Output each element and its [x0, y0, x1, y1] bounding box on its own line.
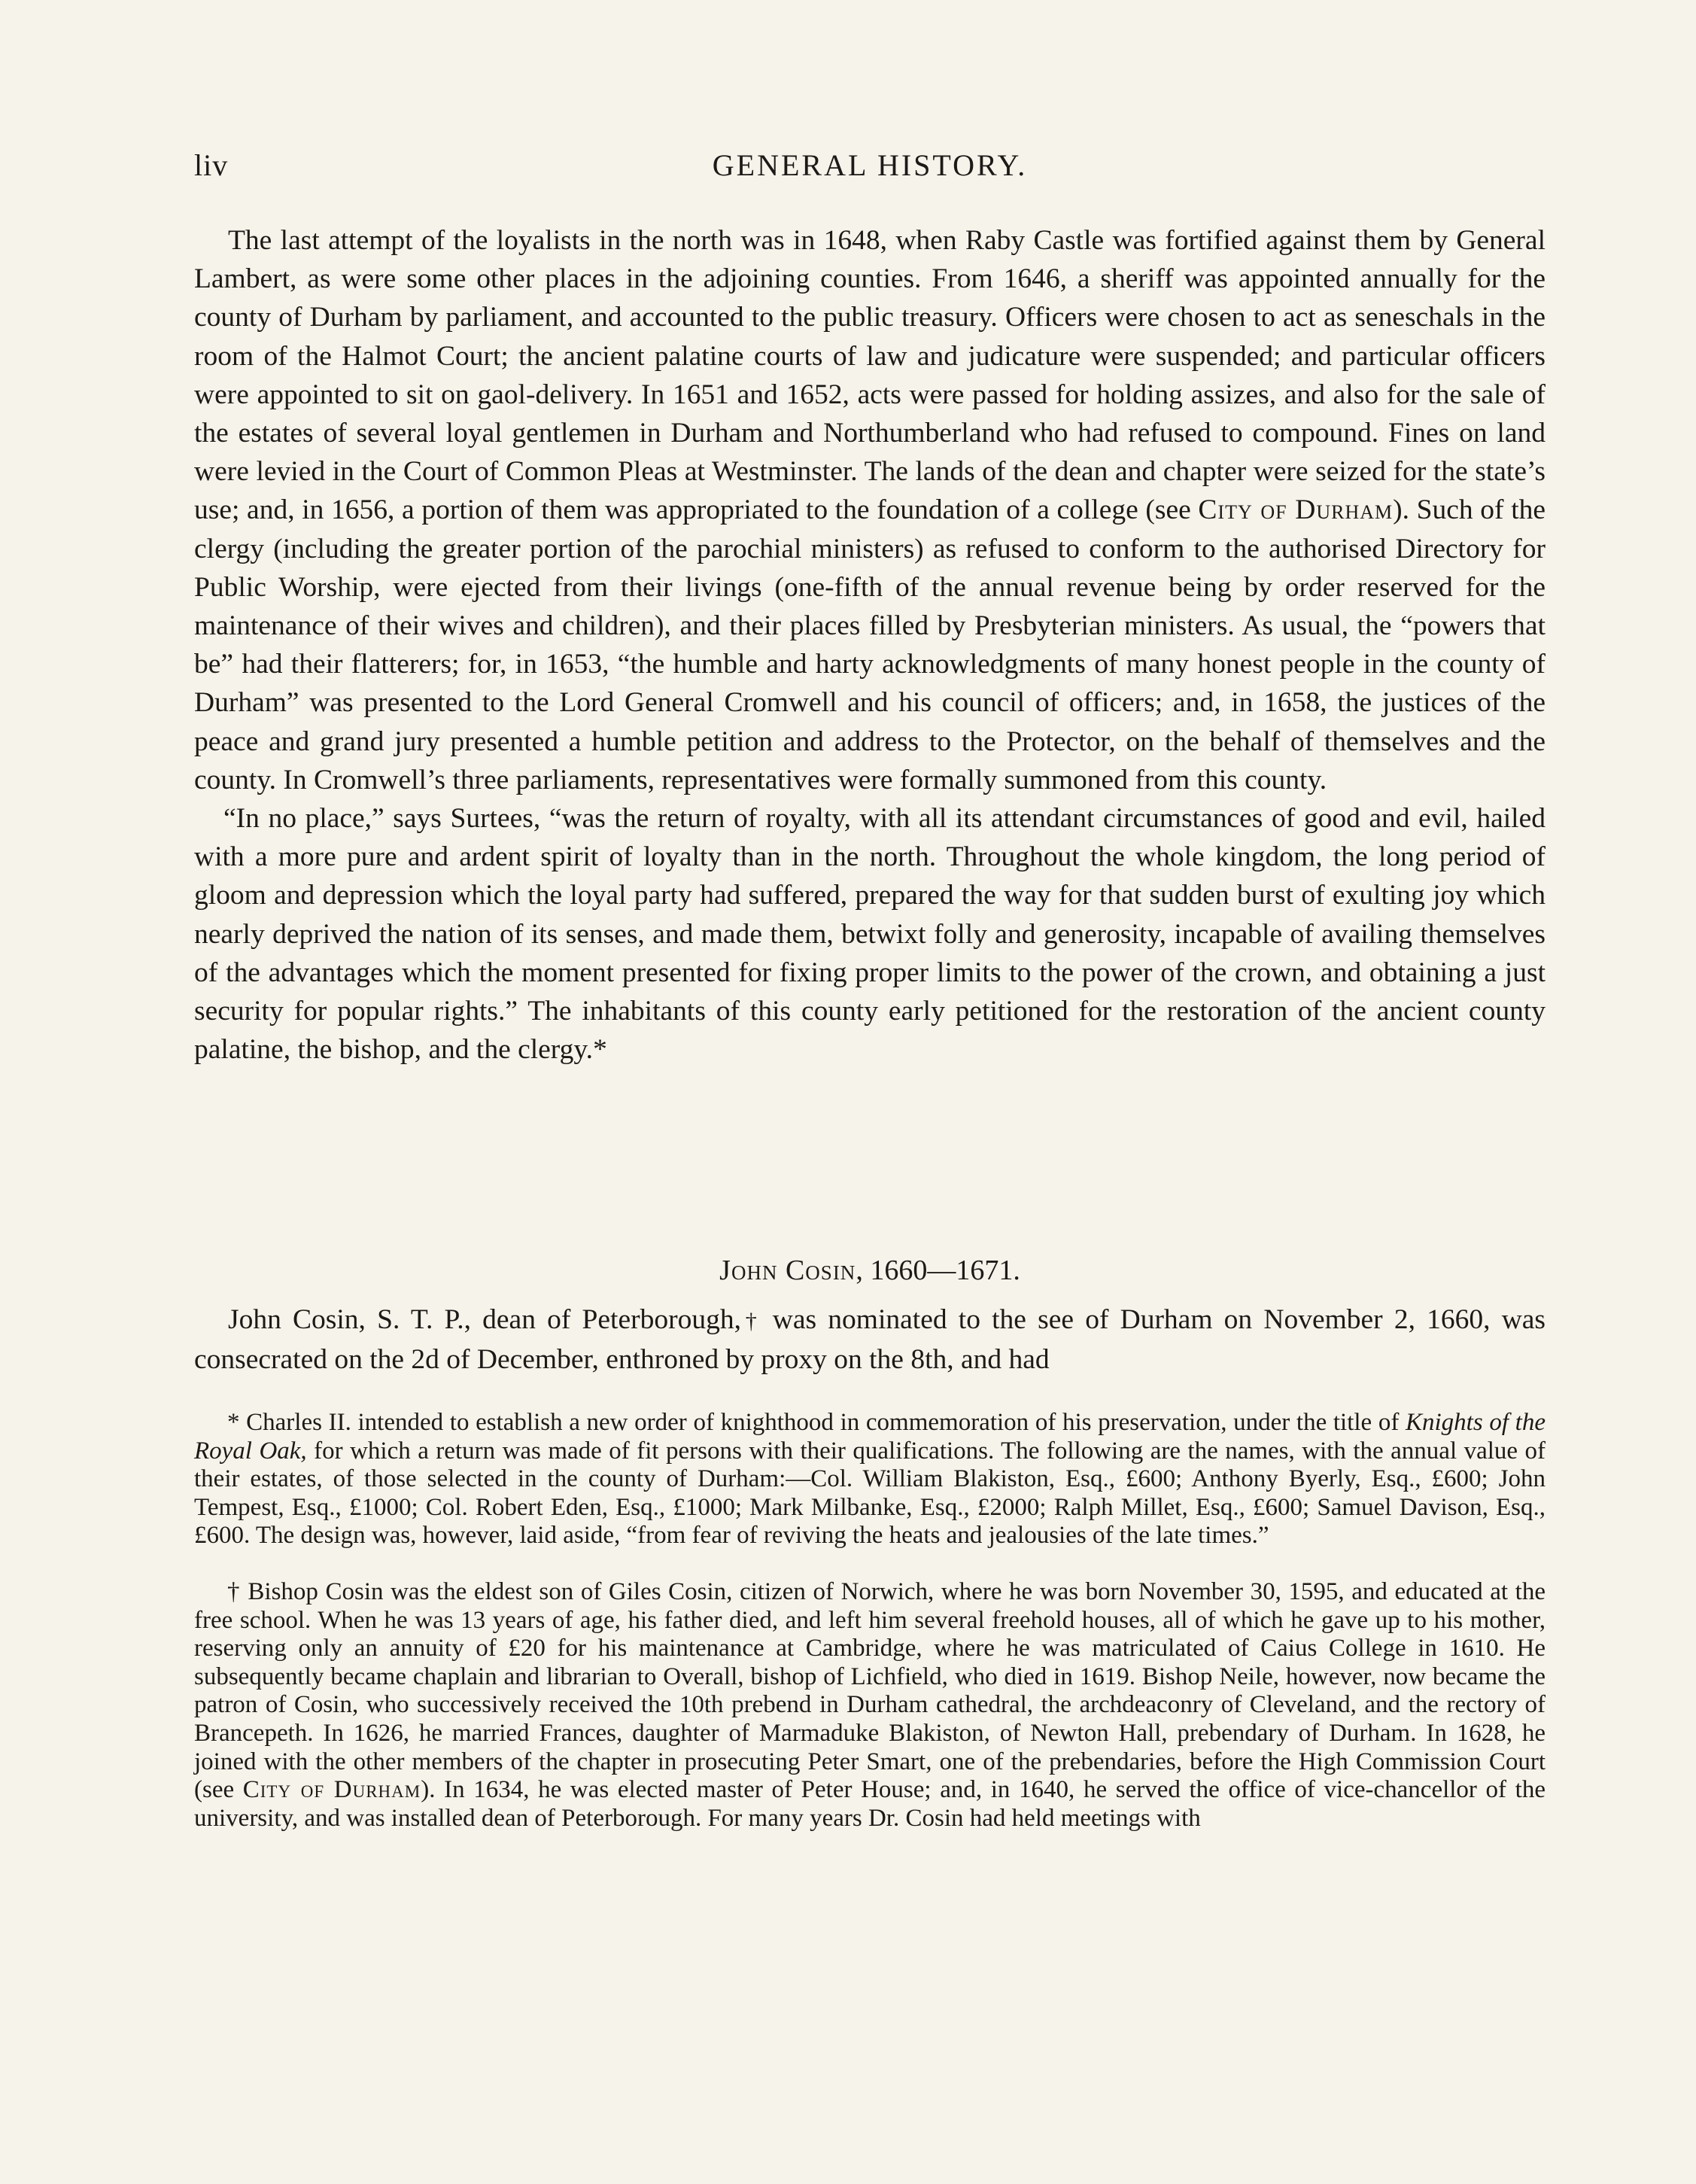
- page-number: liv: [194, 148, 229, 182]
- footnote-cosin-biography: [194, 1578, 1546, 1833]
- paragraph-text: The last attempt of the loyalists in the north was in 1648, when Raby Castle was fortified against them by General Lambert, as were some other places in the adjoining counties. From 1646, a sheriff was appointed annually for the county of Durham by parliament, and accounted to the public treasury. Officers were chosen to act as seneschals in the room of the Halmot Court; the ancient palatine courts of law and judicature were suspended; and particular officers were appointed to sit on gaol-delivery. In 1651 and 1652, acts were passed for holding assizes, and also for the sale of the estates of several loyal gentlemen in Durham and Northumberland who had refused to compound. Fines on land were levied in the Court of Common Pleas at Westminster. The lands of the dean and chapter were seized for the state’s use; and, in 1656, a portion of them was appropriated to the foundation of a college (see: [194, 225, 1546, 526]
- main-text: [194, 221, 1546, 1069]
- bishop-paragraph: [194, 1300, 1546, 1379]
- paragraph-text: was nominated to the see of Durham on November 2, 1660, was consecrated on the 2d of December, enthroned by proxy on the 8th, and had: [194, 1304, 1546, 1376]
- paragraph-text: “In no place,” says Surtees, “was the return of royalty, with all its attendant circumstances of good and evil, hailed with a more pure and ardent spirit of loyalty than in the north. Throughout the whole kingdom, the long period of gloom and depression which the loyal party had suffered, prepared the way for that sudden burst of exulting joy which nearly deprived the nation of its senses, and made them, betwixt folly and generosity, incapable of availing themselves of the advantages which the moment presented for fixing proper limits to the power of the crown, and obtaining a just security for popular rights.” The inhabitants of this county early petitioned for the restoration of the ancient county palatine, the bishop, and the clergy.: [194, 803, 1546, 1066]
- footnote-marker: *: [593, 1034, 607, 1066]
- paragraph-cosin: [194, 1300, 1546, 1379]
- footnote-marker: *: [227, 1409, 240, 1436]
- footnote-text: ). In 1634, he was elected master of Peter House; and, in 1640, he served the office of vice-chancellor of the university, and was installed dean of Peterborough. For many years Dr. Cosin had held meetings with: [194, 1776, 1546, 1832]
- cross-reference: City of Durham: [242, 1776, 421, 1804]
- paragraph-restoration: [194, 799, 1546, 1069]
- paragraph-commonwealth: [194, 221, 1546, 799]
- footnotes: [194, 1409, 1546, 1833]
- bishop-name: John Cosin: [719, 1255, 856, 1286]
- running-title: GENERAL HISTORY.: [712, 148, 1028, 182]
- footnote-marker: †: [740, 1309, 761, 1334]
- footnote-marker: †: [227, 1577, 241, 1605]
- page-header: [194, 148, 1546, 193]
- footnote-text: for which a return was made of fit persons with their qualifications. The following are the names, with the annual value of their estates, of those selected in the county of Durham:—Col. William Blakiston, Esq., £600; Anthony Byerly, Esq., £600; John Tempest, Esq., £1000; Col. Robert Eden, Esq., £1000; Mark Milbanke, Esq., £2000; Ralph Millet, Esq., £600; Samuel Davison, Esq., £600. The design was, however, laid aside, “from fear of reviving the heats and jealousies of the late times.”: [194, 1437, 1546, 1550]
- footnote-royal-oak: [194, 1409, 1546, 1550]
- footnote-italic-title: Knights of the Royal Oak,: [194, 1409, 1546, 1465]
- footnote-text: Charles II. intended to establish a new order of knighthood in commemoration of his preservation, under the title of: [239, 1409, 1406, 1436]
- paragraph-text: John Cosin, S. T. P., dean of Peterborough,: [228, 1304, 741, 1335]
- bishop-dates: , 1660—1671.: [856, 1255, 1020, 1286]
- section-heading: [194, 1251, 1546, 1290]
- paragraph-text: ). Such of the clergy (including the greater portion of the parochial ministers) as refused to conform to the authorised Directory for Public Worship, were ejected from their livings (one-fifth of the annual revenue being by order reserved for the maintenance of their wives and children), and their places filled by Presbyterian ministers. As usual, the “powers that be” had their flatterers; for, in 1653, “the humble and harty acknowledgments of many honest people in the county of Durham” was presented to the Lord General Cromwell and his council of officers; and, in 1658, the justices of the peace and grand jury presented a humble petition and address to the Protector, on the behalf of themselves and the county. In Cromwell’s three parliaments, representatives were formally summoned from this county.: [194, 494, 1546, 795]
- cross-reference: City of Durham: [1198, 494, 1394, 526]
- footnote-text: Bishop Cosin was the eldest son of Giles Cosin, citizen of Norwich, where he was born November 30, 1595, and educated at the free school. When he was 13 years of age, his father died, and left him several freehold houses, all of which he gave up to his mother, reserving only an annuity of £20 for his maintenance at Cambridge, where he was matriculated of Caius College in 1610. He subsequently became chaplain and librarian to Overall, bishop of Lichfield, who died in 1619. Bishop Neile, however, now became the patron of Cosin, who successively received the 10th prebend in Durham cathedral, the archdeaconry of Cleveland, and the rectory of Brancepeth. In 1626, he married Frances, daughter of Marmaduke Blakiston, of Newton Hall, prebendary of Durham. In 1628, he joined with the other members of the chapter in prosecuting Peter Smart, one of the prebendaries, before the High Commission Court (see: [194, 1577, 1546, 1804]
